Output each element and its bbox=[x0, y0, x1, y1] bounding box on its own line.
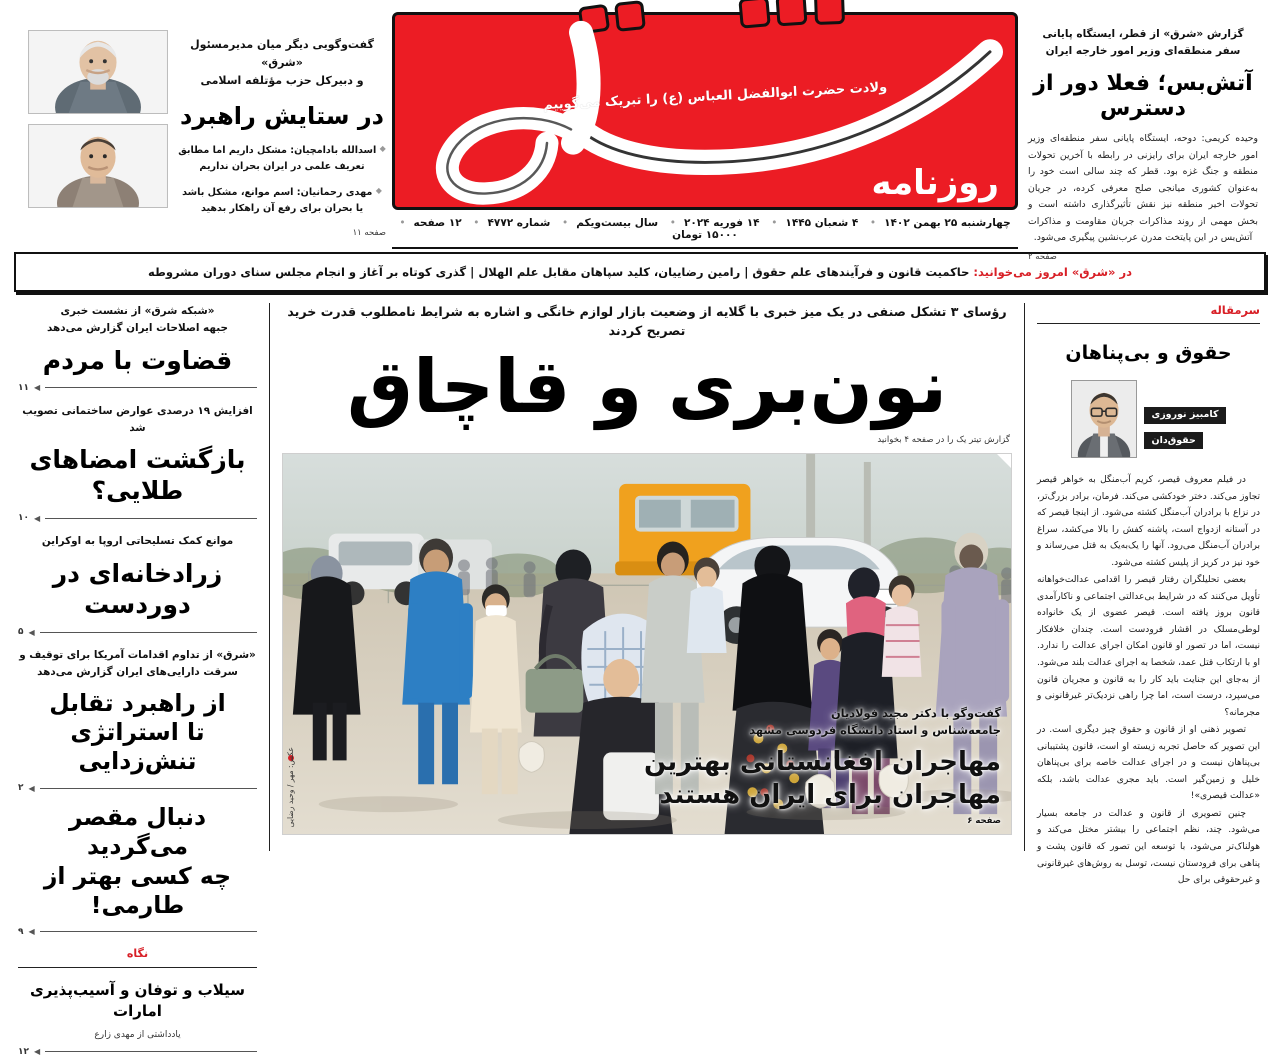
editorial-author-role: حقوق‌دان bbox=[1144, 432, 1202, 449]
photo-overlay-kicker-line2: جامعه‌شناس و استاد دانشگاه فردوسی مشهد bbox=[749, 723, 1001, 738]
bullet-dot-icon: ◆ bbox=[379, 144, 386, 154]
brief-arrow-icon: ◀ bbox=[28, 927, 35, 937]
promo-right-kicker bbox=[1028, 26, 1258, 60]
brief-kicker-line2: سرقت دارایی‌های ایران گزارش می‌دهد bbox=[37, 666, 238, 679]
brief-arrow-icon: ◀ bbox=[34, 1047, 41, 1057]
masthead-logo-block bbox=[392, 8, 1018, 249]
masthead bbox=[14, 0, 1266, 262]
editorial-body bbox=[1037, 472, 1260, 889]
dateline-price: ۱۵۰۰۰ تومان bbox=[672, 229, 738, 241]
dateline-lunar: ۴ شعبان ۱۴۴۵ bbox=[785, 217, 859, 229]
dateline: چهارشنبه ۲۵ بهمن ۱۴۰۲• ۴ شعبان ۱۴۴۵• ۱۴ فوریه ۲۰۲۴• سال بیست‌ویکم• شماره ۴۷۷۲• ۱۲ صفحه• ۱۵۰۰۰ تومان bbox=[392, 217, 1018, 249]
banner-items: حاکمیت قانون و فرآیندهای علم حقوق | رامین رضاییان، کلید سپاهان مقابل علم الهلال | گذری کوتاه بر آغاز و انجام مجلس سنای دوران مشروطه bbox=[148, 265, 970, 279]
brief-divider bbox=[18, 927, 257, 937]
brief-title-line2: تا استراتژی تنش‌زدایی bbox=[70, 718, 205, 776]
negah-page-number: ۱۲ bbox=[18, 1046, 29, 1057]
photo-overlay-kicker bbox=[293, 705, 1001, 740]
negah-section-label: نگاه bbox=[126, 946, 149, 960]
dateline-year: سال بیست‌ویکم bbox=[576, 217, 659, 229]
dateline-solar: چهارشنبه ۲۵ بهمن ۱۴۰۲ bbox=[884, 217, 1011, 229]
banner-text bbox=[148, 265, 1132, 279]
promo-left-text bbox=[178, 30, 386, 238]
editorial-author bbox=[1037, 380, 1260, 458]
brief-rule-line bbox=[45, 387, 257, 388]
brief-page-number: ۵ bbox=[18, 627, 24, 638]
dateline-gregorian: ۱۴ فوریه ۲۰۲۴ bbox=[683, 217, 760, 229]
promo-right-body: وحیده کریمی: دوحه، ایستگاه پایانی سفر منطقه‌ای وزیر امور خارجه ایران برای رایزنی در رابطه با آخرین تحولات منطقه و جنگ غزه بود. قطر که چند سالی است خود را به‌عنوان کشوری میانجی صلح معرفی کرده، در جریان تحولات اخیر منطقه نیز نقش تأثیرگذاری داشته است و بخش مهمی از روند مذاکرات جریان مقاومت و مذاکرات آتش‌بس در این پایتخت مدرن عرب‌نشین پیگیری می‌شود. bbox=[1028, 133, 1258, 244]
avatar-norouzi-image bbox=[1072, 381, 1136, 457]
brief-title-line1: از راهبرد تقابل bbox=[49, 688, 226, 717]
brief-arrow-icon: ◀ bbox=[34, 513, 41, 523]
bullet-dot-icon: ◆ bbox=[375, 186, 382, 196]
lead-headline[interactable]: نون‌بری و قاچاق bbox=[346, 343, 948, 430]
brief-title[interactable]: قضاوت با مردم bbox=[42, 345, 233, 375]
brief-item[interactable] bbox=[18, 533, 257, 620]
photo-overlay-headline-line2: مهاجران برای ایران هستند bbox=[659, 779, 1001, 810]
brief-rule-line bbox=[45, 518, 257, 519]
brief-arrow-icon: ◀ bbox=[34, 383, 41, 393]
brief-kicker bbox=[18, 303, 257, 337]
photo-corner-fold bbox=[997, 454, 1011, 468]
photo-credit: عکس: مهر / وحید رضایی bbox=[286, 747, 295, 828]
photo-overlay-kicker-line1: گفت‌وگو با دکتر مجید فولادیان bbox=[830, 705, 1001, 720]
brief-rule-line bbox=[40, 788, 257, 789]
brief-item[interactable] bbox=[18, 303, 257, 376]
promo-left-page-ref[interactable]: صفحه ۱۱ bbox=[352, 227, 386, 238]
editorial-title[interactable]: حقوق و بی‌پناهان bbox=[1065, 342, 1232, 364]
portrait-photo-2 bbox=[28, 124, 168, 208]
brief-rule-line bbox=[40, 632, 257, 633]
main-content bbox=[14, 303, 1266, 1057]
brief-divider bbox=[18, 513, 257, 523]
brief-arrow-icon: ◀ bbox=[28, 783, 35, 793]
editorial-author-tags bbox=[1144, 380, 1225, 453]
briefs-column bbox=[14, 303, 270, 1057]
photo-overlay-text[interactable] bbox=[293, 705, 1001, 826]
brief-item[interactable] bbox=[18, 647, 257, 776]
promo-right-page-ref[interactable]: صفحه ۲ bbox=[1028, 251, 1057, 262]
promo-left-kicker-line1: گفت‌وگویی دیگر میان مدیرمسئول «شرق» bbox=[190, 38, 374, 70]
photo-overlay-page-ref[interactable]: صفحه ۶ bbox=[967, 815, 1001, 826]
editorial-divider bbox=[1037, 323, 1260, 324]
brief-page-number: ۹ bbox=[18, 926, 24, 937]
lead-story-column bbox=[270, 303, 1024, 851]
brief-divider bbox=[18, 383, 257, 393]
lead-subnote[interactable]: گزارش تیتر یک را در صفحه ۴ بخوانید bbox=[877, 434, 1010, 445]
promo-right-headline[interactable]: آتش‌بس؛ فعلا دور از دسترس bbox=[1033, 71, 1253, 121]
negah-byline: یادداشتی از مهدی زارع bbox=[94, 1029, 181, 1040]
promo-article-right[interactable] bbox=[1018, 8, 1266, 262]
brief-kicker-line1: «شرق» از تداوم اقدامات آمریکا برای توقیف و bbox=[19, 649, 256, 662]
brief-divider bbox=[18, 627, 257, 637]
brief-title[interactable] bbox=[18, 803, 257, 920]
promo-left-bullet-1-text: اسدالله بادامچیان: مشکل داریم اما مطابق تعریف علمی در ایران بحران نداریم bbox=[178, 145, 377, 172]
banner-prefix: در «شرق» امروز می‌خوانید: bbox=[973, 265, 1132, 279]
portrait-photo-1 bbox=[28, 30, 168, 114]
brief-page-number: ۱۱ bbox=[18, 382, 29, 393]
promo-right-kicker-line2: سفر منطقه‌ای وزیر امور خارجه ایران bbox=[1045, 45, 1241, 57]
promo-left-headline[interactable]: در ستایش راهبرد bbox=[180, 102, 384, 131]
brief-item[interactable] bbox=[18, 803, 257, 920]
brief-title-line2: چه کسی بهتر از طارمی! bbox=[43, 861, 232, 919]
promo-right-kicker-line1: گزارش «شرق» از قطر، ایستگاه پایانی bbox=[1042, 28, 1244, 40]
brief-rule-line bbox=[40, 931, 257, 932]
negah-title[interactable]: سیلاب و توفان و آسیب‌پذیری امارات bbox=[29, 980, 246, 1020]
editorial-paragraph: بعضی تحلیلگران رفتار قیصر را اقدامی عدالت‌خواهانه تأویل می‌کنند که در شرایط بی‌عدالتی اجتماعی و ناکارآمدی قانون بروز یافته است. قیصر عضوی از یک خانواده لوطی‌مسلک در اقشار فرودست است. چندان خلافکار نیست، اما در تصور او قانون امکان اجرای عدالت را ندارد. او با ارتکاب قتل عمد، شخصا به اجرای عدالت بلند می‌شود. از به‌جای این جنایت باید کار را به قانون و مجریان قانون می‌سپرد، درست است، اما چرا راهی نزدیک‌تر غیرقانونی و مجرمانه؟ bbox=[1037, 575, 1260, 718]
promo-left-bullet-1 bbox=[178, 143, 386, 174]
portrait-rahmanian-image bbox=[29, 125, 167, 207]
brief-arrow-icon: ◀ bbox=[28, 627, 35, 637]
editorial-author-photo bbox=[1071, 380, 1137, 458]
photo-overlay-headline[interactable] bbox=[293, 746, 1001, 812]
promo-left-kicker-line2: و دبیرکل حزب مؤتلفه اسلامی bbox=[200, 74, 364, 88]
editorial-column bbox=[1024, 303, 1266, 886]
promo-left-bullet-2 bbox=[178, 185, 386, 216]
brief-title[interactable]: زرادخانه‌ای در دوردست bbox=[52, 559, 223, 620]
lead-photo bbox=[282, 453, 1012, 835]
brief-kicker bbox=[18, 647, 257, 681]
editorial-paragraph: تصویر ذهنی او از قانون و حقوق چیز دیگری است. در این تصویر که حاصل تجربه زیسته او است، قانون پشتیبانی بی‌پناهان نیست و در اجرای عدالت خاصه برای بی‌پناهان خلیل و زمین‌گیر است. باید مجری عدالت باشد، بلکه «عدالت قیصری»! bbox=[1037, 725, 1260, 802]
negah-item[interactable] bbox=[18, 967, 257, 1040]
brief-kicker: موانع کمک تسلیحاتی اروپا به اوکراین bbox=[41, 535, 234, 548]
brief-kicker: افزایش ۱۹ درصدی عوارض ساختمانی تصویب شد bbox=[22, 404, 253, 434]
lead-kicker: رؤسای ۳ تشکل صنفی در یک میز خبری با گلایه از وضعیت بازار لوازم خانگی و اشاره به شرایط نامطلوب قدرت خرید تصریح کردند bbox=[287, 304, 1007, 338]
brief-page-number: ۱۰ bbox=[18, 513, 29, 524]
brief-kicker-line1: «شبکه شرق» از نشست خبری bbox=[60, 305, 215, 317]
promo-article-left[interactable] bbox=[24, 8, 392, 238]
editorial-section-label: سرمقاله bbox=[1210, 303, 1260, 317]
logo-blessing-text: ولادت حضرت ابوالفضل العباس (ع) را تبریک می‌گوییم bbox=[542, 79, 888, 114]
promo-left-kicker bbox=[178, 36, 386, 90]
portrait-badamchian-image bbox=[29, 31, 167, 113]
promo-left-portraits bbox=[28, 30, 168, 238]
brief-divider bbox=[18, 783, 257, 793]
brief-page-number: ۲ bbox=[18, 783, 24, 794]
dateline-issue: شماره ۴۷۷۲ bbox=[487, 217, 551, 229]
editorial-paragraph: در فیلم معروف قیصر، کریم آب‌منگل به خواهر قیصر تجاوز می‌کند. دختر خودکشی می‌کند. فرمان، برادر بزرگ‌تر، در نزاع با برادران آب‌منگل کشته می‌شود. از اینجا قیصر که در آستانه ازدواج است، پاشنه کفش را بالا می‌کشد، سراغ برادران آب‌منگل می‌رود. آنها را یک‌‌به‌یک به قتل می‌رساند و خود نیز در کریز از پلیس کشته می‌شود. bbox=[1037, 475, 1260, 568]
brief-rule-line bbox=[45, 1051, 257, 1052]
brief-title[interactable] bbox=[18, 689, 257, 776]
brief-title-line1: دنبال مقصر می‌گردید bbox=[68, 803, 207, 861]
logo-red-box[interactable] bbox=[392, 12, 1018, 210]
promo-left-bullet-2-text: مهدی رحمانیان: اسم موانع، مشکل باشد یا بحران برای رفع آن راهکار بدهید bbox=[182, 187, 373, 215]
editorial-author-name: کامبیز نوروزی bbox=[1144, 407, 1225, 424]
negah-divider bbox=[18, 1047, 257, 1057]
dateline-pages: ۱۲ صفحه bbox=[413, 217, 462, 229]
brief-item[interactable] bbox=[18, 403, 257, 507]
brief-kicker-line2: جبهه اصلاحات ایران گزارش می‌دهد bbox=[47, 321, 228, 334]
brief-title[interactable]: بازگشت امضاهای طلایی؟ bbox=[29, 445, 246, 506]
photo-overlay-headline-line1: مهاجران افغانستانی بهترین bbox=[643, 747, 1001, 778]
editorial-paragraph: چنین تصویری از قانون و عدالت در جامعه بسیار می‌شود. چند، نظم اجتماعی را بیشتر مختل می‌کند و هولناک‌تر می‌شود، با توسعه این تصور که قانون پشت و پناهی برای فرودستان نیست، توسل به روش‌های غیرقانونی و غیرحقوقی برای حل bbox=[1037, 808, 1260, 886]
logo-rooznameh-label: روزنامه bbox=[871, 163, 999, 203]
